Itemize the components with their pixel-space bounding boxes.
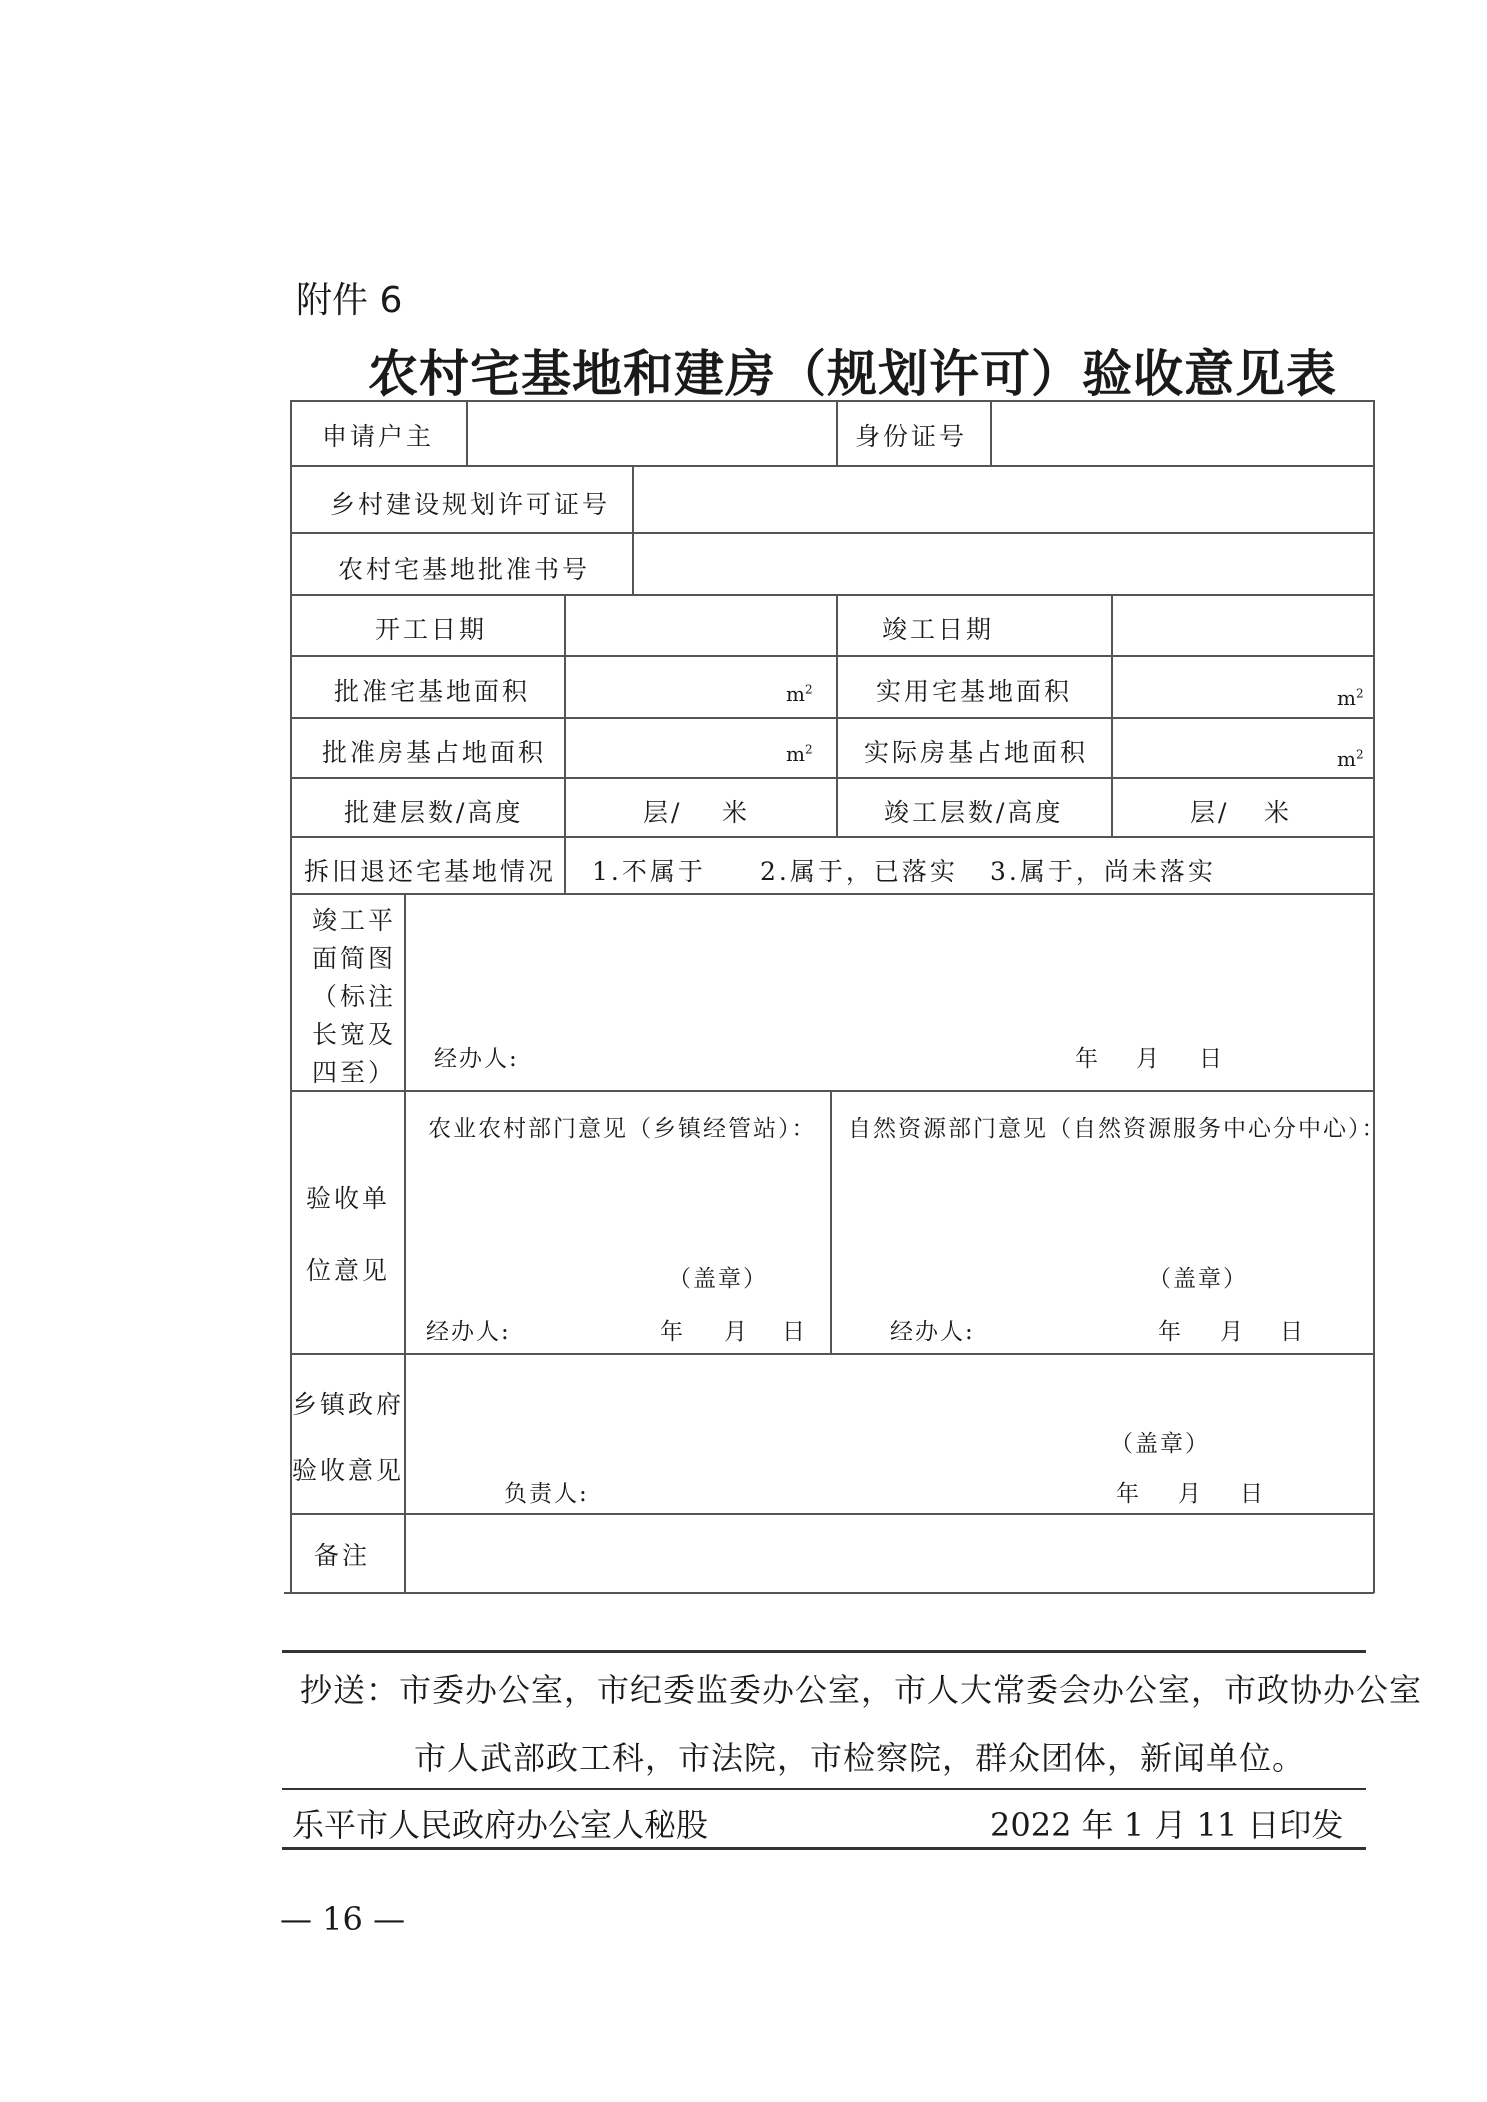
agri-dept-year: 年 bbox=[660, 1319, 685, 1345]
resource-dept-month: 月 bbox=[1220, 1319, 1245, 1345]
township-label bbox=[292, 1372, 404, 1504]
permit-number-label: 乡村建设规划许可证号 bbox=[330, 490, 611, 519]
floor-plan-day: 日 bbox=[1199, 1046, 1224, 1072]
page-number: — 16 — bbox=[280, 1900, 406, 1938]
row-line bbox=[290, 1513, 1373, 1515]
area-unit: $m^2$ bbox=[786, 682, 813, 706]
row-line bbox=[290, 532, 1373, 534]
table-top-border bbox=[290, 400, 1373, 402]
row-line bbox=[290, 1353, 1373, 1355]
col-line bbox=[632, 465, 634, 594]
row-line bbox=[290, 465, 1373, 467]
floor-plan-label bbox=[312, 902, 396, 1092]
col-line bbox=[404, 893, 406, 1593]
resource-dept-year: 年 bbox=[1158, 1319, 1183, 1345]
township-day: 日 bbox=[1240, 1481, 1265, 1507]
col-line bbox=[836, 400, 838, 465]
floor-unit: 层/ bbox=[1190, 798, 1230, 827]
township-month: 月 bbox=[1178, 1481, 1203, 1507]
table-right-border bbox=[1373, 400, 1375, 1593]
agri-dept-month: 月 bbox=[724, 1319, 749, 1345]
acceptance-label-line: 位意见 bbox=[306, 1256, 391, 1285]
floor-plan-label-line: 四至） bbox=[312, 1058, 397, 1087]
agri-dept-seal: （盖章） bbox=[668, 1266, 768, 1292]
floor-plan-label-line: 长宽及 bbox=[312, 1020, 397, 1049]
floor-plan-handler: 经办人: bbox=[434, 1046, 519, 1072]
meter-unit: 米 bbox=[722, 798, 751, 827]
area-unit: $m^2$ bbox=[1337, 747, 1364, 771]
township-year: 年 bbox=[1116, 1481, 1141, 1507]
row-line bbox=[290, 594, 1373, 596]
acceptance-label-line: 验收单 bbox=[306, 1184, 391, 1213]
floor-plan-month: 月 bbox=[1136, 1046, 1161, 1072]
col-line bbox=[564, 836, 566, 893]
remarks-label: 备注 bbox=[314, 1541, 371, 1570]
form-title: 农村宅基地和建房（规划许可）验收意见表 bbox=[368, 344, 1337, 403]
cc-line-1: 抄送：市委办公室，市纪委监委办公室，市人大常委会办公室，市政协办公室 bbox=[300, 1671, 1423, 1709]
attachment-label: 附件 6 bbox=[296, 280, 403, 321]
demolition-option-3: 3.属于，尚未落实 bbox=[990, 857, 1216, 886]
approved-footprint-area-label: 批准房基占地面积 bbox=[322, 738, 547, 767]
township-seal: （盖章） bbox=[1110, 1431, 1210, 1457]
homestead-approval-number-label: 农村宅基地批准书号 bbox=[338, 555, 591, 584]
resource-dept-opinion-label: 自然资源部门意见（自然资源服务中心分中心）： bbox=[848, 1116, 1387, 1142]
col-line bbox=[830, 1090, 832, 1353]
id-number-label: 身份证号 bbox=[855, 422, 968, 451]
col-line bbox=[990, 400, 992, 465]
row-line bbox=[290, 893, 1373, 895]
agri-dept-opinion-label: 农业农村部门意见（乡镇经管站）： bbox=[428, 1116, 817, 1142]
col-line bbox=[466, 400, 468, 465]
resource-dept-seal: （盖章） bbox=[1148, 1266, 1248, 1292]
agri-dept-handler: 经办人: bbox=[426, 1319, 511, 1345]
cc-line-2: 市人武部政工科，市法院，市检察院，群众团体，新闻单位。 bbox=[414, 1739, 1306, 1777]
area-unit: $m^2$ bbox=[1337, 686, 1364, 710]
demolition-option-1: 1.不属于 bbox=[592, 857, 706, 886]
issue-date: 2022 年 1 月 11 日印发 bbox=[990, 1806, 1344, 1844]
issuer-bottom-rule bbox=[282, 1847, 1366, 1850]
row-line bbox=[290, 836, 1373, 838]
col-line bbox=[1111, 594, 1113, 837]
issuer: 乐平市人民政府办公室人秘股 bbox=[292, 1806, 709, 1844]
area-unit: $m^2$ bbox=[786, 742, 813, 766]
acceptance-label bbox=[306, 1163, 390, 1307]
agri-dept-day: 日 bbox=[782, 1319, 807, 1345]
township-label-line: 验收意见 bbox=[292, 1456, 405, 1485]
floor-plan-label-line: （标注 bbox=[312, 982, 397, 1011]
table-bottom-border bbox=[284, 1592, 1374, 1594]
floor-plan-label-line: 面简图 bbox=[312, 944, 397, 973]
township-responsible: 负责人: bbox=[504, 1481, 589, 1507]
cc-top-rule bbox=[282, 1650, 1366, 1653]
township-label-line: 乡镇政府 bbox=[292, 1390, 405, 1419]
demolition-status-label: 拆旧退还宅基地情况 bbox=[304, 857, 557, 886]
floor-plan-label-line: 竣工平 bbox=[312, 906, 397, 935]
row-line bbox=[290, 717, 1373, 719]
resource-dept-day: 日 bbox=[1280, 1319, 1305, 1345]
actual-homestead-area-label: 实用宅基地面积 bbox=[876, 677, 1073, 706]
approved-floors-height-label: 批建层数/高度 bbox=[344, 798, 524, 827]
start-date-label: 开工日期 bbox=[375, 615, 488, 644]
actual-footprint-area-label: 实际房基占地面积 bbox=[864, 738, 1089, 767]
floor-plan-year: 年 bbox=[1075, 1046, 1100, 1072]
col-line bbox=[836, 594, 838, 837]
completed-floors-height-label: 竣工层数/高度 bbox=[884, 798, 1064, 827]
row-line bbox=[290, 777, 1373, 779]
approved-homestead-area-label: 批准宅基地面积 bbox=[334, 677, 531, 706]
resource-dept-handler: 经办人: bbox=[890, 1319, 975, 1345]
meter-unit: 米 bbox=[1264, 798, 1293, 827]
applicant-label: 申请户主 bbox=[322, 422, 435, 451]
row-line bbox=[290, 655, 1373, 657]
floor-unit: 层/ bbox=[643, 798, 683, 827]
completion-date-label: 竣工日期 bbox=[882, 615, 995, 644]
demolition-option-2: 2.属于，已落实 bbox=[760, 857, 958, 886]
col-line bbox=[564, 594, 566, 837]
cc-bottom-rule bbox=[282, 1788, 1366, 1790]
